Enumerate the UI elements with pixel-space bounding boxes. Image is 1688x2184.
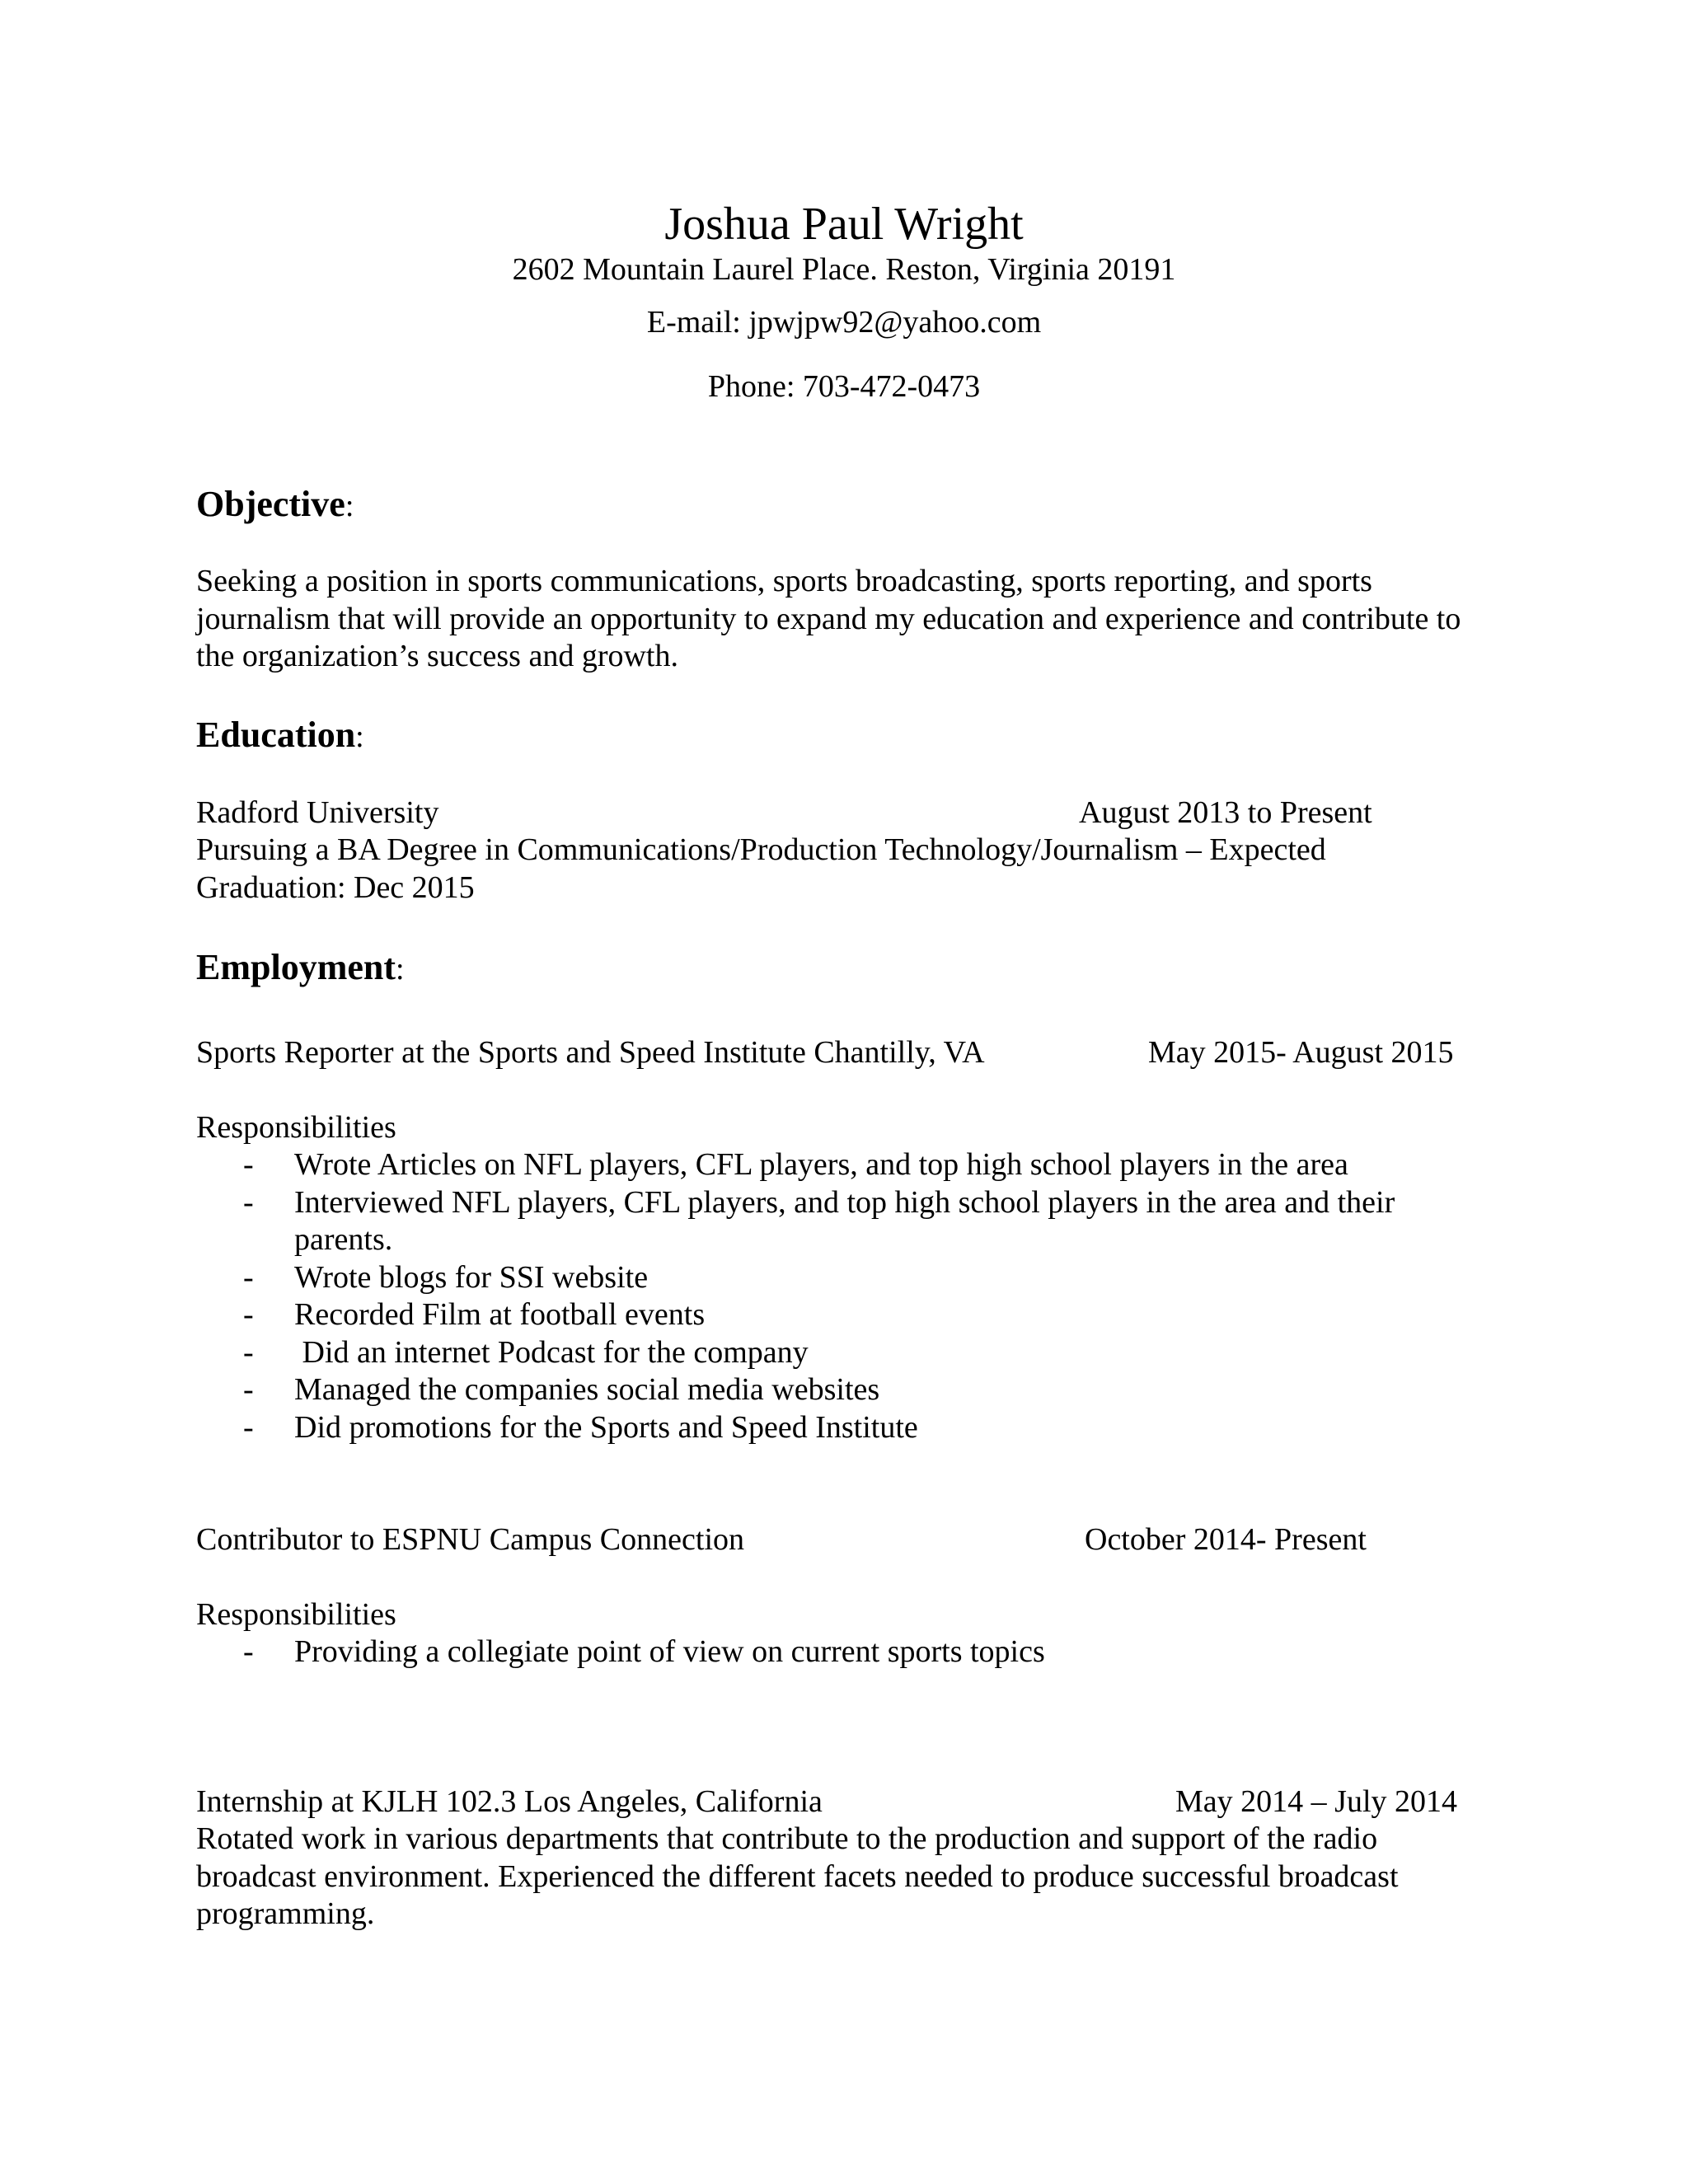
list-item <box>196 1184 1482 1259</box>
bullet-text: Wrote blogs for SSI website <box>294 1259 649 1295</box>
bullet-text: Did promotions for the Sports and Speed Institute <box>294 1409 918 1445</box>
education-degree: Pursuing a BA Degree in Communications/Production Technology/Journalism – Expected Graduation: Dec 2015 <box>196 832 1326 905</box>
bullet-text: Interviewed NFL players, CFL players, and top high school players in the area and their parents. <box>294 1184 1395 1257</box>
bullet-text: Did an internet Podcast for the company <box>294 1334 809 1370</box>
employment-heading-colon: : <box>396 952 405 987</box>
list-item <box>196 1334 1482 1372</box>
bullet-marker: - <box>243 1372 254 1407</box>
job-dates-espnu: October 2014- Present <box>1085 1522 1367 1557</box>
bullet-marker: - <box>243 1334 254 1370</box>
education-heading-text: Education <box>196 715 356 755</box>
list-item <box>196 1146 1482 1184</box>
candidate-phone: Phone: 703-472-0473 <box>707 369 981 404</box>
job-title-espnu: Contributor to ESPNU Campus Connection <box>196 1522 744 1557</box>
job-title-kjlh: Internship at KJLH 102.3 Los Angeles, California <box>196 1784 823 1819</box>
employment-heading-text: Employment <box>196 947 396 987</box>
objective-heading-colon: : <box>345 489 354 523</box>
objective-text: Seeking a position in sports communications, sports broadcasting, sports reporting, and sports journalism that will provide an opportunity to expand my education and experience and contribute to the organization’s success and growth. <box>196 564 1461 673</box>
job-title-ssi: Sports Reporter at the Sports and Speed Institute Chantilly, VA <box>196 1035 985 1070</box>
bullet-marker: - <box>243 1297 254 1332</box>
bullet-marker: - <box>243 1147 254 1182</box>
list-item <box>196 1259 1482 1297</box>
job-dates-ssi: May 2015- August 2015 <box>1148 1035 1454 1070</box>
bullet-text: Recorded Film at football events <box>294 1297 706 1332</box>
bullet-text: Managed the companies social media websites <box>294 1372 880 1407</box>
candidate-address: 2602 Mountain Laurel Place. Reston, Virginia 20191 <box>512 252 1176 287</box>
bullet-marker: - <box>243 1634 254 1669</box>
list-item <box>196 1371 1482 1409</box>
responsibilities-list-ssi <box>196 1146 1482 1446</box>
bullet-text: Providing a collegiate point of view on current sports topics <box>294 1634 1045 1669</box>
education-heading-colon: : <box>355 719 364 754</box>
bullet-marker: - <box>243 1259 254 1295</box>
objective-heading <box>196 481 354 529</box>
list-item <box>196 1633 1482 1671</box>
objective-heading-text: Objective <box>196 484 345 524</box>
candidate-name: Joshua Paul Wright <box>664 199 1024 250</box>
responsibilities-label-espnu: Responsibilities <box>196 1597 396 1632</box>
candidate-email: E-mail: jpwjpw92@yahoo.com <box>646 305 1042 340</box>
bullet-marker: - <box>243 1409 254 1445</box>
responsibilities-list-espnu <box>196 1633 1482 1671</box>
list-item <box>196 1296 1482 1334</box>
education-school: Radford University <box>196 795 439 830</box>
job-dates-kjlh: May 2014 – July 2014 <box>1175 1784 1457 1819</box>
education-heading <box>196 712 364 760</box>
job-description-kjlh: Rotated work in various departments that contribute to the production and support of the radio broadcast environment. Experienced the different facets needed to produce successful broadcast programming. <box>196 1821 1399 1931</box>
bullet-text: Wrote Articles on NFL players, CFL players, and top high school players in the area <box>294 1147 1348 1182</box>
responsibilities-label-ssi: Responsibilities <box>196 1110 396 1145</box>
education-dates: August 2013 to Present <box>1079 795 1372 830</box>
employment-heading <box>196 944 405 992</box>
list-item <box>196 1409 1482 1447</box>
bullet-marker: - <box>243 1184 254 1220</box>
